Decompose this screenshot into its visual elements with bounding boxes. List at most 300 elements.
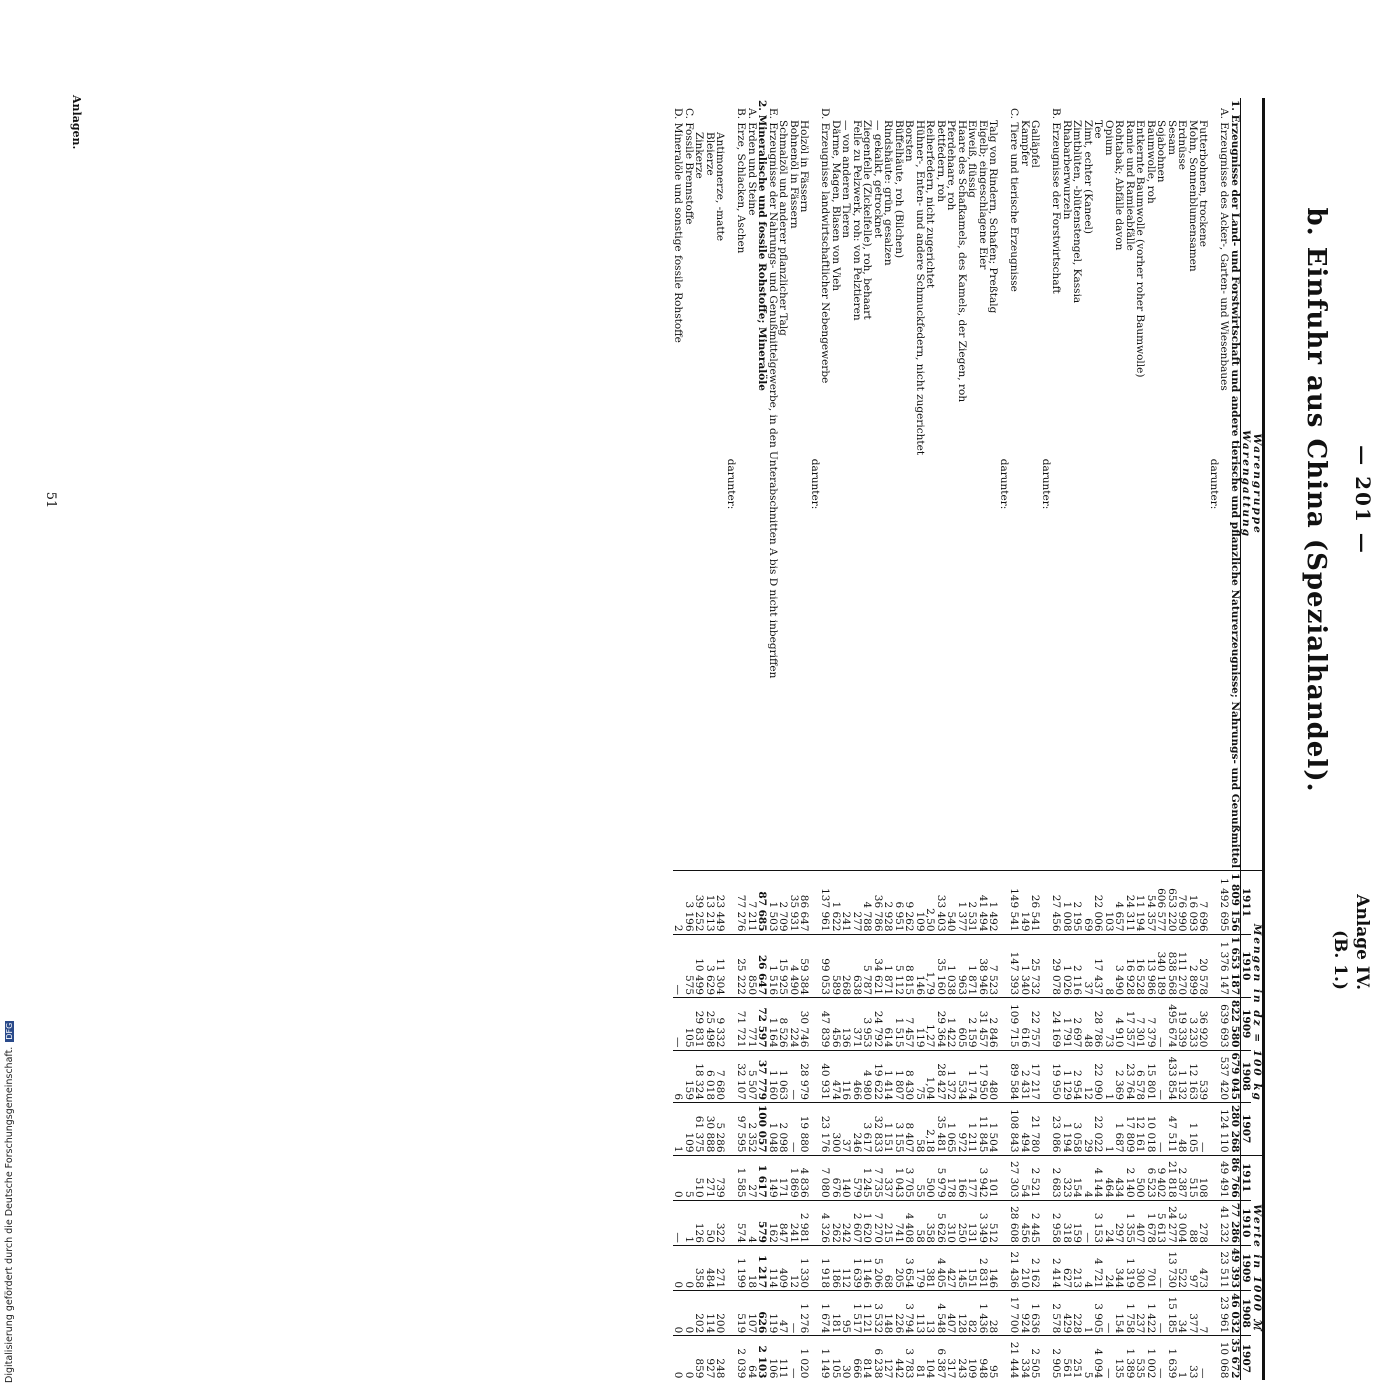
werte-cell: 205 [894, 1245, 905, 1290]
mengen-cell: 3 953 [862, 998, 873, 1051]
table-row [883, 98, 894, 1380]
mengen-cell: 10 018 [1146, 1103, 1157, 1156]
werte-cell: 41 232 [1219, 1200, 1230, 1245]
table-row [946, 98, 957, 1380]
werte-cell: 107 [747, 1291, 758, 1336]
mengen-cell: 31 457 [978, 998, 989, 1051]
werte-cell: 814 [862, 1336, 873, 1381]
werte-cell: 358 [694, 1245, 705, 1290]
werte-cell: 676 [831, 1155, 842, 1200]
table-row [757, 98, 768, 1380]
werte-cell: 1 585 [736, 1155, 747, 1200]
werte-cell: 500 [925, 1155, 936, 1200]
table-row [799, 98, 810, 1380]
mengen-cell: 1 065 [946, 1103, 957, 1156]
werte-cell: 210 [1020, 1245, 1031, 1290]
werte-cell: 1 121 [862, 1291, 873, 1336]
row-label: B. Erze, Schlacken, Aschen [735, 108, 748, 254]
table-row [862, 98, 873, 1380]
werte-cell: 464 [1104, 1155, 1115, 1200]
table-row [778, 98, 789, 1380]
werte-cell: 202 [694, 1291, 705, 1336]
mengen-cell: 2 195 [1072, 871, 1083, 934]
werte-cell: 1 422 [1146, 1291, 1157, 1336]
mengen-cell [999, 871, 1010, 934]
werte-cell: 358 [925, 1200, 936, 1245]
werte-cell: 3 942 [978, 1155, 989, 1200]
mengen-cell: 47 511 [1167, 1103, 1178, 1156]
werte-cell: 2 505 [1030, 1336, 1041, 1381]
mengen-cell: 24 169 [1051, 998, 1062, 1051]
werte-cell: 13 [925, 1291, 936, 1336]
mengen-cell: 75 [915, 1050, 926, 1103]
table-row [1093, 98, 1104, 1380]
werte-cell: 519 [736, 1291, 747, 1336]
werte-cell: 140 [841, 1155, 852, 1200]
mengen-cell: 1 008 [1062, 871, 1073, 934]
werte-cell: 512 [988, 1200, 999, 1245]
mengen-cell: 23 086 [1051, 1103, 1062, 1156]
row-label: Ziegenfelle (Zickelfelle), roh, behaart [861, 120, 874, 320]
werte-cell: 2 103 [757, 1336, 768, 1381]
werte-cell: 50 [705, 1200, 716, 1245]
mengen-cell [810, 934, 821, 997]
table-row [925, 98, 936, 1380]
werte-cell: 5 613 [1156, 1200, 1167, 1245]
mengen-cell: 8 815 [904, 934, 915, 997]
werte-cell: — [1104, 1291, 1115, 1336]
werte-cell: 3 783 [904, 1336, 915, 1381]
werte-cell: 215 [883, 1200, 894, 1245]
werte-cell: 12 [789, 1245, 800, 1290]
mengen-cell: 1 129 [1062, 1050, 1073, 1103]
werte-cell: 10 068 [1219, 1336, 1230, 1381]
mengen-cell: 25 498 [705, 998, 716, 1051]
werte-cell: 101 [988, 1155, 999, 1200]
row-label: Bettfedern, roh [935, 120, 947, 202]
werte-cell: 24 277 [1167, 1200, 1178, 1245]
row-label: Haare des Schafkamels, des Kamels, der Ziegen, roh [956, 120, 968, 403]
table-row [936, 98, 947, 1380]
werte-cell: 95 [988, 1336, 999, 1381]
werte-cell: 114 [705, 1291, 716, 1336]
digitization-note [4, 993, 18, 1383]
table-row [978, 98, 989, 1380]
werte-cell: 1 [1083, 1291, 1094, 1336]
mengen-cell: 32 107 [736, 1050, 747, 1103]
mengen-cell: 1 414 [883, 1050, 894, 1103]
mengen-cell: 23 449 [715, 871, 726, 934]
mengen-cell: 340 189 [1156, 934, 1167, 997]
mengen-cell: 61 375 [694, 1103, 705, 1156]
werte-cell: 334 [1020, 1336, 1031, 1381]
werte-cell: 1 389 [1125, 1336, 1136, 1381]
mengen-cell: 9 262 [904, 871, 915, 934]
werte-cell: 666 [852, 1336, 863, 1381]
werte-cell [999, 1155, 1010, 1200]
mengen-cell [1041, 998, 1052, 1051]
werte-cell: 145 [957, 1245, 968, 1290]
werte-cell: 1 869 [789, 1155, 800, 1200]
row-label: Büffelhäute, roh (Bilchen) [893, 120, 905, 259]
werte-cell: 27 303 [1009, 1155, 1020, 1200]
mengen-cell: 2 899 [1188, 934, 1199, 997]
mengen-cell: 771 [747, 998, 758, 1051]
mengen-cell: 5 112 [894, 934, 905, 997]
mengen-cell: 28 786 [1093, 998, 1104, 1051]
mengen-cell: 19 622 [873, 1050, 884, 1103]
mengen-cell: 5 286 [715, 1103, 726, 1156]
werte-cell: 6 387 [936, 1336, 947, 1381]
werte-cell [999, 1291, 1010, 1336]
mengen-cell: 639 693 [1219, 998, 1230, 1051]
row-label: Baumwolle, roh [1145, 120, 1157, 204]
werte-cell: 77 286 [1230, 1200, 1241, 1245]
mengen-cell: 589 [831, 934, 842, 997]
werte-cell: 626 [757, 1291, 768, 1336]
werte-cell: 2 958 [1051, 1200, 1062, 1245]
werte-cell: 739 [715, 1155, 726, 1200]
mengen-cell: 616 [1020, 998, 1031, 1051]
mengen-cell: 8 [1104, 934, 1115, 997]
row-label: Holzöl in Fässern [798, 120, 811, 213]
werte-cell: 4 548 [936, 1291, 947, 1336]
werte-cell [726, 1245, 737, 1290]
mengen-cell: 433 854 [1167, 1050, 1178, 1103]
mengen-cell: 76 990 [1177, 871, 1188, 934]
werte-cell: 522 [1177, 1245, 1188, 1290]
mengen-cell: 1 372 [946, 1050, 957, 1103]
mengen-cell: 40 931 [820, 1050, 831, 1103]
mengen-cell: 58 [915, 1103, 926, 1156]
mengen-cell: 35 481 [936, 1103, 947, 1156]
werte-cell: — [673, 1200, 684, 1245]
mengen-cell: 24 792 [873, 998, 884, 1051]
werte-year-1908: 1908 [1241, 1291, 1252, 1336]
werte-cell [1041, 1200, 1052, 1245]
mengen-cell: 13 213 [705, 871, 716, 934]
werte-cell: 4 721 [1093, 1245, 1104, 1290]
row-label: A. Erzeugnisse des Acker-, Garten- und Wiesenbaues [1218, 108, 1231, 391]
row-label: D. Erzeugnisse landwirtschaftlicher Nebengewerbe [819, 108, 832, 384]
table-row [1167, 98, 1178, 1380]
mengen-cell [810, 998, 821, 1051]
werte-cell: 2 578 [1051, 1291, 1062, 1336]
werte-cell: 262 [831, 1200, 842, 1245]
werte-cell: 3 905 [1093, 1291, 1104, 1336]
mengen-cell: 30 746 [799, 998, 810, 1051]
table-row [1114, 98, 1125, 1380]
mengen-cell: 1,27 [925, 998, 936, 1051]
werte-cell: 429 [1062, 1291, 1073, 1336]
werte-cell: 2 140 [1125, 1155, 1136, 1200]
table-row [831, 98, 842, 1380]
mengen-cell: 3 155 [894, 1103, 905, 1156]
mengen-cell: — [1156, 1050, 1167, 1103]
mengen-cell: 21 780 [1030, 1103, 1041, 1156]
table-row [967, 98, 978, 1380]
werte-cell: 105 [831, 1336, 842, 1381]
werte-cell: 1 517 [852, 1291, 863, 1336]
row-label: Ramie und Ramieabfälle [1124, 120, 1136, 251]
mengen-cell [1041, 871, 1052, 934]
mengen-cell [1041, 1050, 1052, 1103]
werte-cell: 2 445 [1030, 1200, 1041, 1245]
mengen-cell [1041, 1103, 1052, 1156]
mengen-cell: 99 053 [820, 934, 831, 997]
werte-cell: 1 330 [799, 1245, 810, 1290]
table-row [1146, 98, 1157, 1380]
mengen-cell: 8 430 [904, 1050, 915, 1103]
mengen-cell: 2 846 [988, 998, 999, 1051]
werte-cell: — [1156, 1336, 1167, 1381]
werte-cell: 3 794 [904, 1291, 915, 1336]
mengen-cell: 1 687 [1114, 1103, 1125, 1156]
werte-cell: 3 004 [1177, 1200, 1188, 1245]
mengen-cell [1209, 1103, 1220, 1156]
werte-cell: 1 319 [1125, 1245, 1136, 1290]
werte-cell: 924 [1020, 1291, 1031, 1336]
row-label: — gekalkt, getrocknet [872, 120, 884, 238]
table-row [694, 98, 705, 1380]
table-row [1219, 98, 1230, 1380]
mengen-cell: 1 791 [1062, 998, 1073, 1051]
mengen-cell: 4 910 [1114, 998, 1125, 1051]
werte-cell: 109 [967, 1336, 978, 1381]
table-row [1051, 98, 1062, 1380]
mengen-cell: 159 [684, 1050, 695, 1103]
werte-cell: 49 393 [1230, 1245, 1241, 1290]
row-label: Zinkerze [693, 132, 706, 179]
werte-cell: 510 [694, 1155, 705, 1200]
mengen-cell: 19 339 [1177, 998, 1188, 1051]
werte-cell: 24 [1104, 1200, 1115, 1245]
table-row [1209, 98, 1220, 1380]
werte-cell: 162 [768, 1200, 779, 1245]
mengen-cell: 540 [946, 871, 957, 934]
werte-cell: 3 532 [873, 1291, 884, 1336]
digitization-text: Digitalisierung gefördert durch die Deutsche Forschungsgemeinschaft. [4, 1046, 15, 1383]
mengen-cell: 137 961 [820, 871, 831, 934]
werte-cell: 579 [757, 1200, 768, 1245]
mengen-cell: 22 006 [1093, 871, 1104, 934]
row-label: darunter: [1040, 458, 1052, 510]
anlage-title: Anlage IV. [1352, 894, 1372, 990]
werte-cell: 271 [715, 1245, 726, 1290]
table-row [747, 98, 758, 1380]
mengen-year-1911: 1911 [1241, 871, 1252, 934]
werte-cell: — [1083, 1200, 1094, 1245]
werte-cell: 250 [957, 1200, 968, 1245]
werte-cell: 27 [747, 1155, 758, 1200]
werte-cell: 243 [957, 1336, 968, 1381]
werte-cell: 149 [768, 1155, 779, 1200]
row-label: Eigelb; eingeschlagene Eier [977, 120, 989, 270]
mengen-cell: 29 364 [936, 998, 947, 1051]
mengen-cell: 280 268 [1230, 1103, 1241, 1156]
mengen-cell: 1 809 156 [1230, 871, 1241, 934]
mengen-cell: 109 715 [1009, 998, 1020, 1051]
mengen-cell: 7 211 [747, 871, 758, 934]
table-row [673, 98, 684, 1380]
mengen-cell: 47 839 [820, 998, 831, 1051]
werte-cell: 927 [705, 1336, 716, 1381]
mengen-cell: 37 [841, 1103, 852, 1156]
werte-cell: 21 436 [1009, 1245, 1020, 1290]
werte-cell [999, 1200, 1010, 1245]
mengen-cell: 149 [1020, 871, 1031, 934]
mengen-cell: 7 523 [988, 934, 999, 997]
werte-cell: 0 [673, 1245, 684, 1290]
werte-cell: 35 672 [1230, 1336, 1241, 1381]
werte-cell: 2 162 [1030, 1245, 1041, 1290]
row-label: Bleierze [704, 132, 716, 176]
werte-cell: 47 [778, 1291, 789, 1336]
werte-cell: 135 [1114, 1336, 1125, 1381]
mengen-cell [1209, 871, 1220, 934]
werte-year-1909: 1909 [1241, 1245, 1252, 1290]
werte-cell: 2 039 [736, 1336, 747, 1381]
werte-cell: 7 735 [873, 1155, 884, 1200]
werte-cell: 271 [705, 1155, 716, 1200]
werte-cell: 200 [715, 1291, 726, 1336]
werte-cell: 1 639 [1167, 1336, 1178, 1381]
row-label: Eiweiß, flüssig [966, 120, 979, 198]
werte-cell: 2 607 [852, 1200, 863, 1245]
werte-cell: 1 199 [736, 1245, 747, 1290]
mengen-cell: 32 833 [873, 1103, 884, 1156]
mengen-cell [999, 934, 1010, 997]
mengen-cell: 149 541 [1009, 871, 1020, 934]
werte-cell [810, 1200, 821, 1245]
mengen-cell: 2 [673, 871, 684, 934]
werte-cell: 4 144 [1093, 1155, 1104, 1200]
mengen-cell [1209, 1050, 1220, 1103]
werte-cell: 701 [1146, 1245, 1157, 1290]
werte-cell: 179 [915, 1245, 926, 1290]
mengen-cell: 1 515 [894, 998, 905, 1051]
row-label: Futterbohnen, trockene [1197, 120, 1210, 247]
mengen-cell: 10 499 [694, 934, 705, 997]
mengen-cell: 2 431 [1020, 1050, 1031, 1103]
row-label: Sesam [1166, 120, 1178, 156]
werte-cell: 317 [946, 1336, 957, 1381]
mengen-cell: 12 161 [1135, 1103, 1146, 1156]
werte-cell: 484 [705, 1245, 716, 1290]
werte-cell: 46 032 [1230, 1291, 1241, 1336]
werte-cell: 159 [1072, 1200, 1083, 1245]
mengen-cell: 3 058 [1072, 1103, 1083, 1156]
mengen-cell: 6 578 [1135, 1050, 1146, 1103]
werte-cell: 5 626 [936, 1200, 947, 1245]
mengen-cell: 4 490 [789, 934, 800, 997]
werte-cell [1041, 1336, 1052, 1381]
mengen-cell: 838 568 [1167, 934, 1178, 997]
mengen-cell: 1 026 [1062, 934, 1073, 997]
mengen-cell: — [1156, 1103, 1167, 1156]
mengen-cell: 26 647 [757, 934, 768, 997]
mengen-cell [999, 1050, 1010, 1103]
mengen-cell: 5 507 [747, 1050, 758, 1103]
werte-cell: 166 [957, 1155, 968, 1200]
werte-cell: 297 [1114, 1200, 1125, 1245]
mengen-cell: 466 [852, 1050, 863, 1103]
werte-cell: — [789, 1336, 800, 1381]
mengen-cell: 36 920 [1198, 998, 1209, 1051]
werte-cell: 318 [1062, 1200, 1073, 1245]
werte-cell: 5 979 [936, 1155, 947, 1200]
mengen-cell: 13 986 [1146, 934, 1157, 997]
row-label: Rhabarberwurzeln [1061, 120, 1073, 220]
table-row [904, 98, 915, 1380]
werte-cell: 7 [1198, 1291, 1209, 1336]
mengen-cell: 1,04 [925, 1050, 936, 1103]
mengen-cell: 6 951 [894, 871, 905, 934]
table-row [1030, 98, 1041, 1380]
mengen-cell: 2 116 [1072, 934, 1083, 997]
table-row [1072, 98, 1083, 1380]
row-label: Mohn, Sonnenblumensamen [1187, 120, 1199, 272]
mengen-cell: 2,18 [925, 1103, 936, 1156]
mengen-year-1907: 1907 [1241, 1103, 1252, 1156]
row-label: darunter: [1208, 458, 1220, 510]
werte-cell [726, 1155, 737, 1200]
werte-cell: 23 511 [1219, 1245, 1230, 1290]
mengen-cell: 100 057 [757, 1103, 768, 1156]
header-row-groups [1252, 98, 1264, 1380]
mengen-cell: — [1198, 1103, 1209, 1156]
werte-cell: 95 [841, 1291, 852, 1336]
mengen-cell: 17 437 [1093, 934, 1104, 997]
werte-cell [999, 1245, 1010, 1290]
mengen-cell: 7 696 [1198, 871, 1209, 934]
row-label: Rohtabak; Abfälle davon [1113, 120, 1126, 251]
mengen-cell: 27 456 [1051, 871, 1062, 934]
mengen-cell: 59 384 [799, 934, 810, 997]
mengen-cell: 71 721 [736, 998, 747, 1051]
row-label: — von anderen Tieren [840, 120, 853, 239]
table-row [1083, 98, 1094, 1380]
mengen-cell: 48 [1177, 1103, 1188, 1156]
mengen-cell: 1 164 [768, 998, 779, 1051]
werte-cell: 4 [1083, 1155, 1094, 1200]
mengen-cell: 575 [684, 934, 695, 997]
mengen-cell: 146 [915, 934, 926, 997]
werte-cell: 181 [831, 1291, 842, 1336]
mengen-cell: 605 [957, 998, 968, 1051]
mengen-cell [999, 1103, 1010, 1156]
table-row [705, 98, 716, 1380]
mengen-cell: 77 276 [736, 871, 747, 934]
mengen-cell [810, 1103, 821, 1156]
werte-cell: 186 [831, 1245, 842, 1290]
mengen-cell: 456 [831, 998, 842, 1051]
mengen-cell: 679 045 [1230, 1050, 1241, 1103]
mengen-cell: 147 393 [1009, 934, 1020, 997]
werte-cell: 49 491 [1219, 1155, 1230, 1200]
mengen-cell: 1 653 187 [1230, 934, 1241, 997]
table-row [841, 98, 852, 1380]
mengen-cell: 16 093 [1188, 871, 1199, 934]
mengen-cell: 1 211 [967, 1103, 978, 1156]
mengen-cell: 48 [1083, 998, 1094, 1051]
mengen-cell: 480 [988, 1050, 999, 1103]
werte-cell: 58 [915, 1200, 926, 1245]
mengen-cell: 103 [1104, 871, 1115, 934]
mengen-cell: 97 595 [736, 1103, 747, 1156]
mengen-cell: 12 163 [1188, 1050, 1199, 1103]
werte-cell: 574 [736, 1200, 747, 1245]
